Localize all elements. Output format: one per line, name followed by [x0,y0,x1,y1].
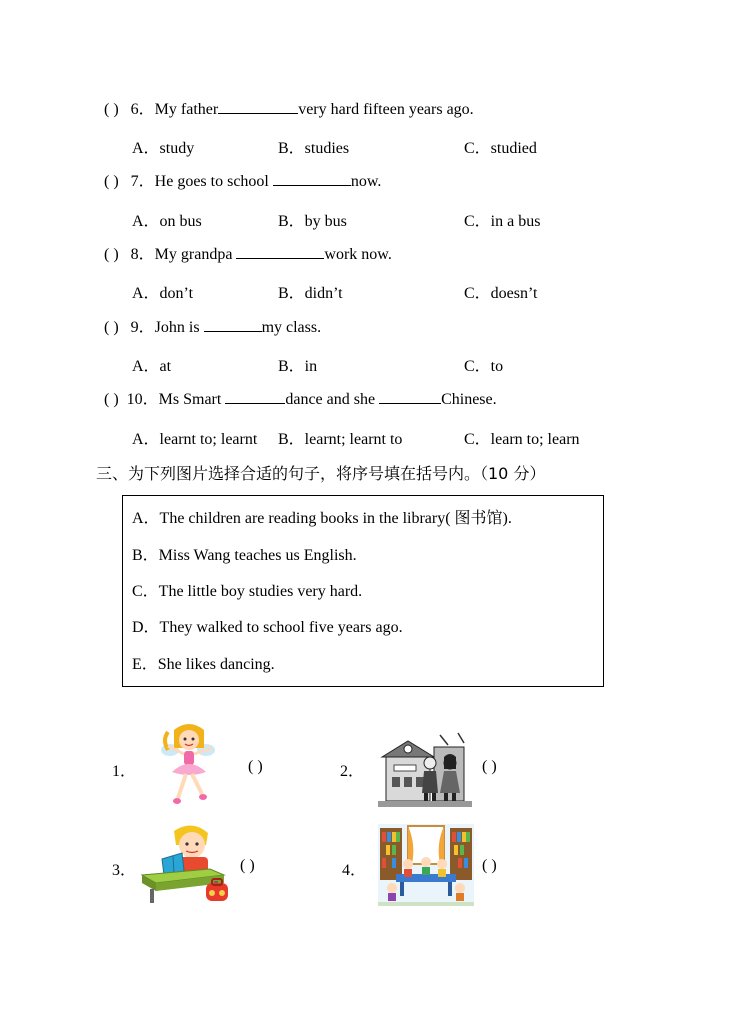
answer-blank[interactable] [273,171,351,186]
picture-3-answer[interactable]: ( ) [240,857,255,874]
question-stem: 9．John is [130,319,204,336]
option-b: B．by bus [278,213,347,230]
option-a: A．don’t [132,285,194,302]
library-children-icon [378,824,474,906]
option-c: C．studied [464,140,537,157]
sentence-b: B．Miss Wang teaches us English. [132,547,357,564]
sentence-d: D．They walked to school five years ago. [132,619,403,636]
dancing-girl-icon [158,720,220,808]
answer-paren[interactable]: ( ) [104,246,119,263]
question-stem-end: my class. [261,319,322,336]
picture-4-number: 4． [342,862,367,879]
picture-3-number: 3． [112,862,137,879]
picture-2-answer[interactable]: ( ) [482,758,497,775]
option-b: B．learnt; learnt to [278,431,403,448]
picture-2-number: 2． [340,763,365,780]
section-title: 三、为下列图片选择合适的句子，将序号填在括号内。（10 分） [96,464,546,483]
question-stem: 7．He goes to school [130,173,273,190]
question-stem: 10．Ms Smart [126,391,226,408]
option-b: B．studies [278,140,350,157]
option-c: C．doesn’t [464,285,538,302]
picture-1-answer[interactable]: ( ) [248,758,263,775]
answer-paren[interactable]: ( ) [104,391,119,408]
question-8 [104,244,392,265]
answer-blank-2[interactable] [379,389,441,404]
question-6 [104,99,474,120]
option-a: A．study [132,140,195,157]
option-c: C．learn to; learn [464,431,580,448]
answer-paren[interactable]: ( ) [104,319,119,336]
answer-blank[interactable] [204,317,262,332]
question-9 [104,317,321,338]
question-stem: 6．My father [130,101,219,118]
answer-paren[interactable]: ( ) [104,173,119,190]
question-10 [104,389,497,410]
sentence-e: E．She likes dancing. [132,656,275,673]
picture-1-number: 1． [112,763,137,780]
option-c: C．to [464,358,504,375]
studying-boy-icon [140,823,232,905]
option-a: A．learnt to; learnt [132,431,258,448]
answer-paren[interactable]: ( ) [104,101,119,118]
answer-blank[interactable] [218,99,298,114]
answer-blank-1[interactable] [225,389,285,404]
option-b: B．in [278,358,318,375]
answer-blank[interactable] [236,244,324,259]
question-stem: 8．My grandpa [130,246,237,263]
option-a: A．on bus [132,213,202,230]
question-stem-end: work now. [324,246,392,263]
option-c: C．in a bus [464,213,541,230]
sentence-a: A．The children are reading books in the library( 图书馆). [132,510,512,527]
option-b: B．didn’t [278,285,343,302]
question-stem-end: now. [350,173,382,190]
picture-4-answer[interactable]: ( ) [482,857,497,874]
question-7 [104,171,381,192]
option-a: A．at [132,358,172,375]
question-stem-end: Chinese. [441,391,497,408]
sentence-c: C．The little boy studies very hard. [132,583,363,600]
question-stem-mid: dance and she [285,391,380,408]
sentence-box [122,495,604,687]
school-walkers-icon [378,727,472,807]
question-stem-end: very hard fifteen years ago. [298,101,474,118]
